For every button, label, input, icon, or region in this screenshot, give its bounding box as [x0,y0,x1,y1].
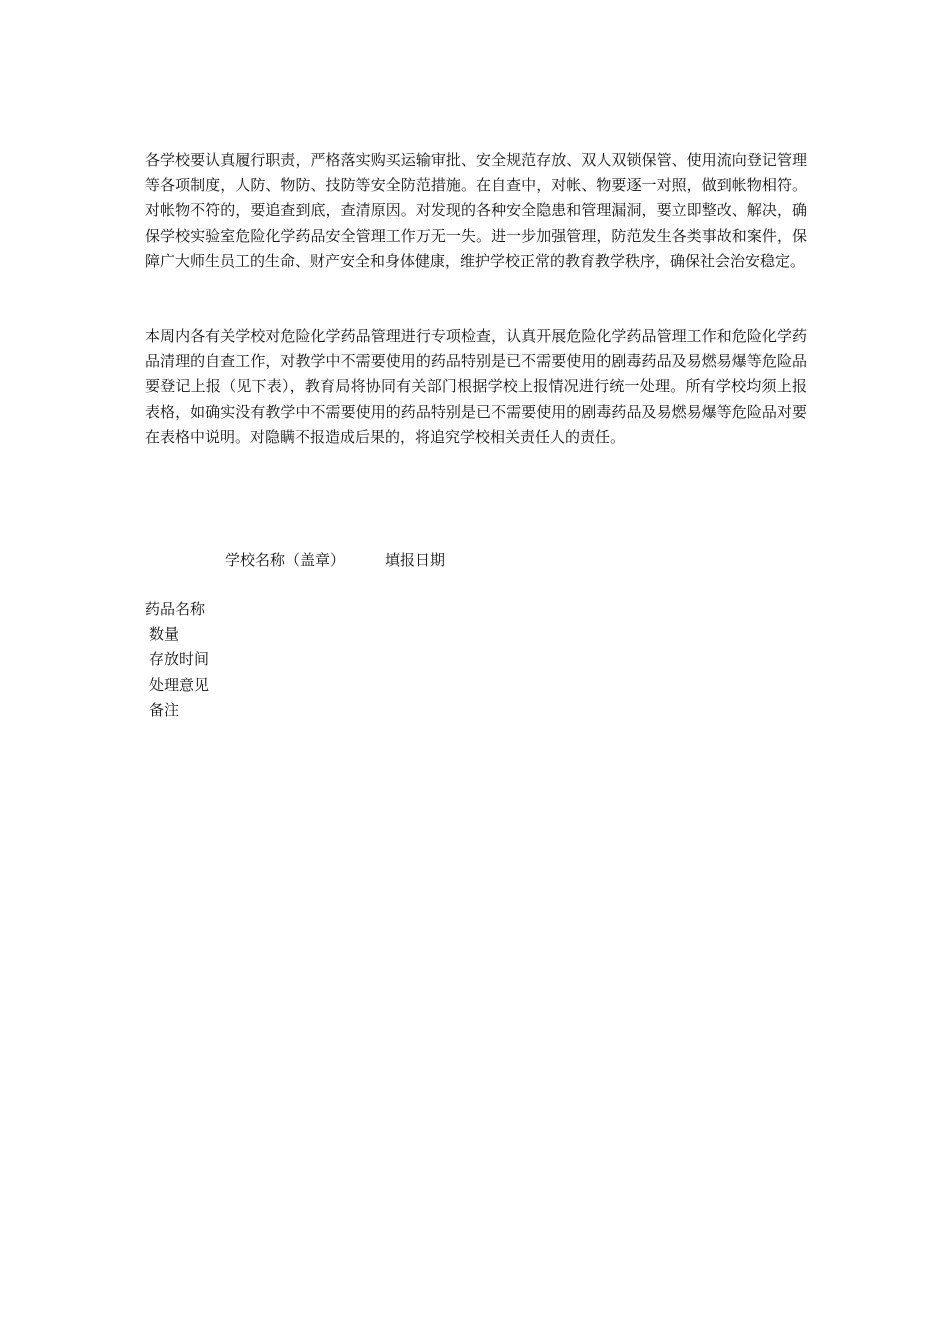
field-drug-name: 药品名称 [145,600,206,618]
field-disposal-opinion: 处理意见 [149,675,210,694]
field-remarks: 备注 [149,700,180,719]
form-header [225,548,445,572]
paragraph-inspection: 本周内各有关学校对危险化学药品管理进行专项检查，认真开展危险化学药品管理工作和危险化学药品清理的自查工作，对教学中不需要使用的药品特别是已不需要使用的剧毒药品及易燃易爆等危险品要登记上报（见下表），教育局将协同有关部门根据学校上报情况进行统一处理。所有学校均须上报表格，如确实没有教学中不需要使用的药品特别是已不需要使用的剧毒药品及易燃易爆等危险品对要在表格中说明。对隐瞒不报造成后果的，将追究学校相关责任人的责任。 [145,327,807,446]
field-storage-time: 存放时间 [149,650,210,669]
paragraph-responsibilities: 各学校要认真履行职责，严格落实购买运输审批、安全规范存放、双人双锁保管、使用流向登记管理等各项制度，人防、物防、技防等安全防范措施。在自查中，对帐、物要逐一对照，做到帐物相符。对帐物不符的，要追查到底，查清原因。对发现的各种安全隐患和管理漏洞，要立即整改、解决，确保学校实验室危险化学药品安全管理工作万无一失。进一步加强管理，防范发生各类事故和案件，保障广大师生员工的生命、财产安全和身体健康，维护学校正常的教育教学秩序，确保社会治安稳定。 [145,151,807,270]
school-name-label: 学校名称（盖章） [225,551,346,569]
date-label: 填报日期 [385,551,446,569]
field-quantity: 数量 [149,625,180,644]
form-field-list [145,597,209,723]
